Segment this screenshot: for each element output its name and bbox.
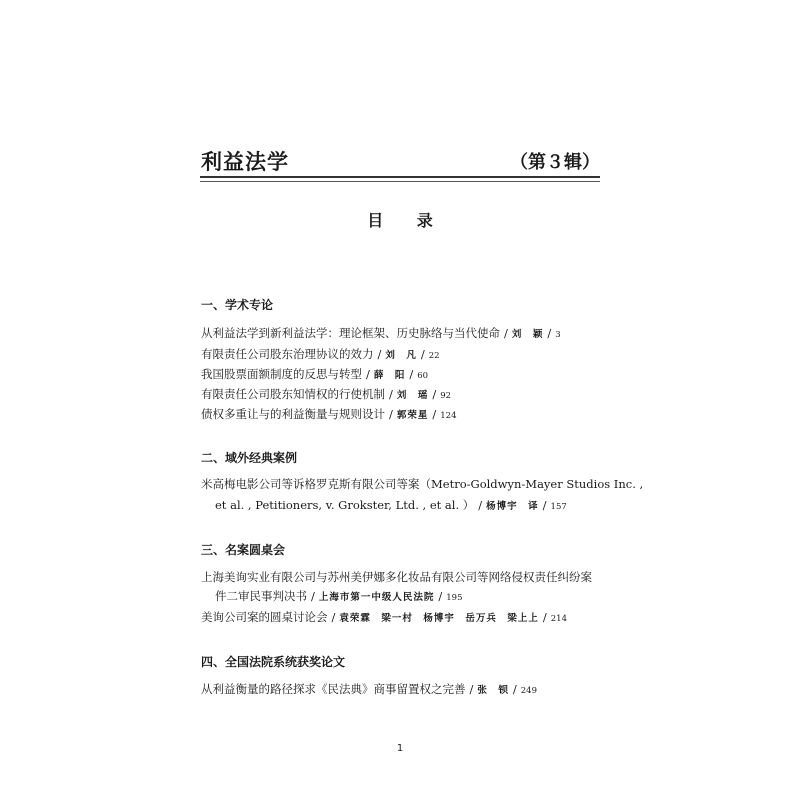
- entry-author: 郭荣星: [396, 410, 429, 421]
- entry-author: 刘 凡: [385, 350, 417, 361]
- section-title: 二、域外经典案例: [201, 451, 298, 465]
- book-title: 利益法学: [201, 150, 289, 174]
- section-title: 一、学术专论: [201, 298, 274, 312]
- book-header: [200, 146, 600, 180]
- toc-entry[interactable]: 我国股票面额制度的反思与转型 / 薛 阳 / 60: [201, 367, 429, 381]
- entry-title-continuation: et al. , Petitioners, v. Grokster, Ltd. , et al. ）: [215, 498, 475, 512]
- entry-page: 214: [550, 614, 567, 624]
- entry-author: 刘 颖: [511, 329, 544, 340]
- entry-author: 袁荣霖 梁一村 杨博宇 岳万兵 梁上上: [339, 613, 539, 624]
- entry-page: 157: [550, 502, 567, 512]
- toc-entry[interactable]: 从利益法学到新利益法学：理论框架、历史脉络与当代使命 / 刘 颖 / 3: [201, 326, 561, 340]
- entry-title: 从利益法学到新利益法学：理论框架、历史脉络与当代使命: [201, 326, 500, 340]
- entry-title: 米高梅电影公司等诉格罗克斯有限公司等案（Metro-Goldwyn-Mayer Studios Inc. ,: [201, 477, 644, 491]
- section-title: 三、名案圆桌会: [201, 543, 286, 557]
- toc-entry[interactable]: 有限责任公司股东知情权的行使机制 / 刘 瑶 / 92: [201, 387, 452, 401]
- entry-page: 195: [446, 593, 463, 603]
- entry-author: 刘 瑶: [396, 390, 429, 401]
- toc-entry[interactable]: 从利益衡量的路径探求《民法典》商事留置权之完善 / 张 钡 / 249: [201, 682, 537, 696]
- entry-title: 债权多重让与的利益衡量与规则设计: [201, 407, 385, 421]
- entry-title-continuation: 件二审民事判决书: [215, 589, 307, 603]
- toc-entry-continuation[interactable]: 件二审民事判决书 / 上海市第一中级人民法院 / 195: [215, 589, 463, 603]
- toc-entry[interactable]: 美询公司案的圆桌讨论会 / 袁荣霖 梁一村 杨博宇 岳万兵 梁上上 / 214: [201, 610, 567, 624]
- entry-page: 60: [417, 371, 429, 381]
- page-number: 1: [396, 743, 404, 754]
- entry-author: 薛 阳: [373, 370, 406, 381]
- entry-author: 张 钡: [477, 685, 509, 696]
- entry-title: 从利益衡量的路径探求《民法典》商事留置权之完善: [201, 682, 466, 696]
- toc-entry[interactable]: [201, 476, 644, 492]
- entry-title: 上海美询实业有限公司与苏州美伊娜多化妆品有限公司等网络侵权责任纠纷案: [201, 570, 592, 584]
- entry-title: 有限责任公司股东治理协议的效力: [201, 347, 374, 361]
- entry-page: 249: [520, 686, 537, 696]
- entry-author: 杨博宇 译: [486, 501, 539, 512]
- entry-title: 有限责任公司股东知情权的行使机制: [201, 387, 385, 401]
- toc-entry[interactable]: 债权多重让与的利益衡量与规则设计 / 郭荣星 / 124: [201, 407, 457, 421]
- volume-label: （第３辑）: [510, 152, 600, 173]
- header-rule-thin: [200, 181, 600, 182]
- section-title: 四、全国法院系统获奖论文: [201, 655, 346, 669]
- header-rule-thick: [200, 176, 600, 178]
- toc-entry-continuation[interactable]: et al. , Petitioners, v. Grokster, Ltd. , et al. ） / 杨博宇 译 / 157: [215, 498, 567, 512]
- entry-page: 124: [440, 411, 457, 421]
- entry-author: 上海市第一中级人民法院: [318, 592, 435, 603]
- toc-heading: 目 录: [367, 211, 447, 230]
- entry-page: 3: [555, 330, 561, 340]
- entry-title: 美询公司案的圆桌讨论会: [201, 610, 328, 624]
- toc-entry[interactable]: [201, 569, 611, 585]
- toc-entry[interactable]: 有限责任公司股东治理协议的效力 / 刘 凡 / 22: [201, 347, 440, 361]
- entry-page: 92: [440, 391, 452, 401]
- entry-title: 我国股票面额制度的反思与转型: [201, 367, 362, 381]
- entry-page: 22: [428, 351, 440, 361]
